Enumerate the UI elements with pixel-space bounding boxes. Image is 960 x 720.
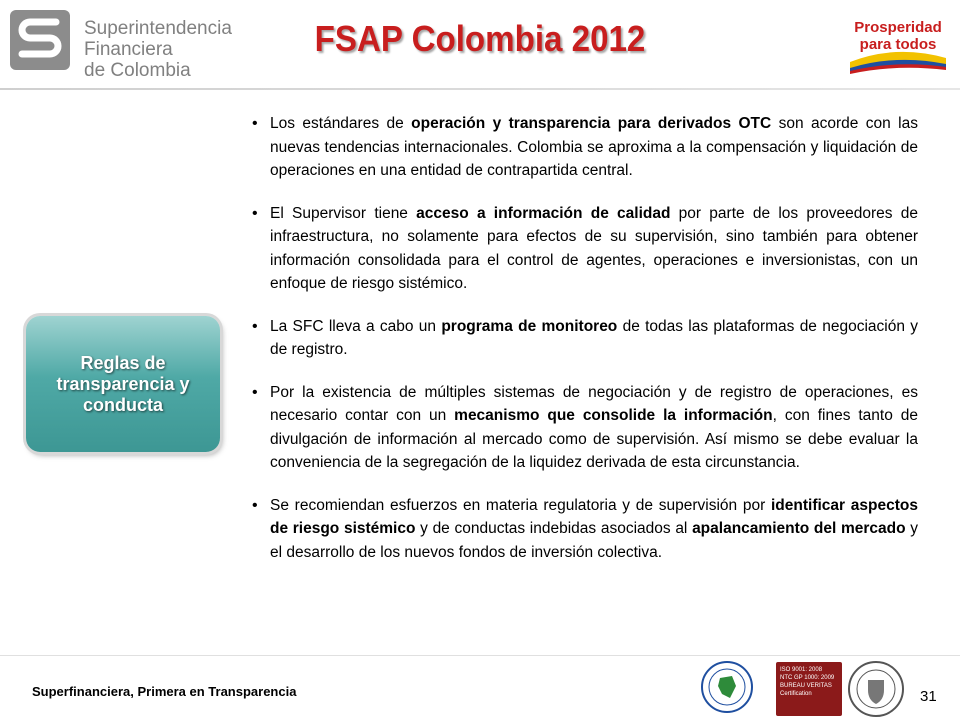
bullet-item [250,494,918,565]
bullet-text: Se recomiendan esfuerzos en materia regulatoria y de supervisión por [270,496,771,514]
section-label-text: Reglas de transparencia y conducta [56,352,190,415]
logo-line: Superintendencia [84,18,232,39]
bullet-text: , con fines tanto de divulgación de información al mercado como de supervisión. Así mismo se debe evaluar la conveniencia de la segregación de la liquidez derivada de esta circunstancia. [270,407,918,471]
iso-certification-badge [776,662,842,716]
bullet-bold-text: acceso a información de calidad [416,204,671,222]
bullet-item [250,112,918,183]
certification-seal-icon [700,660,754,714]
iso-line: ISO 9001: 2008 [780,667,823,673]
bullet-bold-text: programa de monitoreo [441,317,618,335]
bullet-bold-text: apalancamiento del mercado [692,520,906,537]
bullet-bold-text: mecanismo que consolide la información [454,407,773,424]
header-divider [0,88,960,90]
bullet-bold-text: identificar aspectos de riesgo sistémico [270,496,918,537]
bullet-text: La SFC lleva a cabo un [270,317,442,335]
prosperidad-line1: Prosperidad [854,19,942,36]
page-number: 31 [920,688,937,705]
logo-line: de Colombia [84,60,191,81]
bullet-dot-icon: • [252,496,258,514]
iso-line: Certification [780,691,812,697]
footer-slogan: Superfinanciera, Primera en Transparencia [32,684,297,699]
iso-line: NTC GP 1000: 2009 [780,675,835,681]
bullet-item [250,202,918,296]
bullet-text: Por la existencia de múltiples sistemas de negociación y de registro de operaciones, es necesario contar con un [270,383,918,424]
bullet-text: de todas las plataformas de negociación y de registro. [270,317,918,358]
bullet-bold-text: operación y transparencia para derivados OTC [411,115,772,132]
section-label-button [26,316,220,452]
prosperidad-line2: para todos [859,36,937,53]
bullet-item [250,315,918,362]
prosperidad-logo [846,14,950,74]
bullet-dot-icon: • [252,317,258,335]
footer-divider [0,655,960,656]
logo-line: Financiera [84,39,173,60]
bullet-text: y de conductas indebidas asociados al [415,520,693,537]
bullet-item [250,381,918,475]
iso-line: BUREAU VERITAS [780,683,832,689]
slide-title: FSAP Colombia 2012 [314,18,646,59]
bullet-dot-icon: • [252,383,258,401]
bullet-dot-icon: • [252,204,258,222]
bullet-text: El Supervisor tiene [270,204,417,222]
bullet-text: son acorde con las nuevas tendencias internacionales. Colombia se aproxima a la compensación y liquidación de operaciones en una entidad de contrapartida central. [270,115,918,179]
bureau-veritas-seal-icon [846,660,906,718]
bullet-text: y el desarrollo de los nuevos fondos de inversión colectiva. [270,520,919,561]
bullet-text: por parte de los proveedores de infraestructura, no solamente para efectos de su supervisión, sino también para obtener información consolidada para el control de agentes, operaciones e inversionistas, con un enfoque de riesgo sistémico. [270,204,918,292]
bullet-text: Los estándares de [270,115,412,132]
bullet-list [250,112,918,583]
bullet-dot-icon: • [252,115,258,132]
